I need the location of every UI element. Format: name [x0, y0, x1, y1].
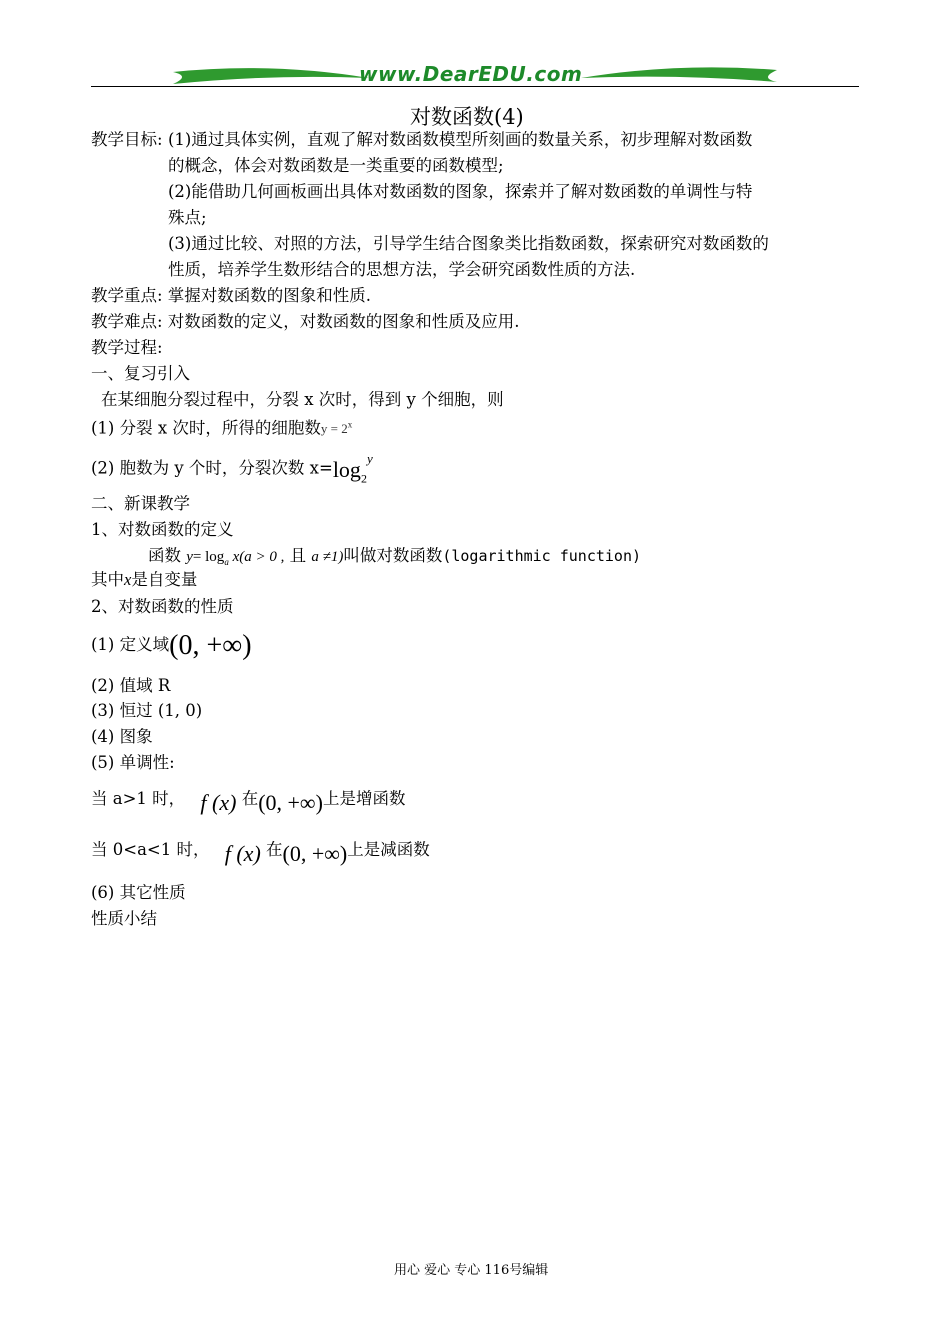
variable-line — [91, 568, 197, 592]
formula-exponent: x — [347, 420, 353, 430]
mono-2-f: f (x) — [224, 841, 261, 866]
section-1-heading: 一、复习引入 — [91, 364, 190, 383]
logo-text: www.DearEDU.com — [359, 62, 583, 86]
property-summary: 性质小结 — [91, 909, 157, 928]
def-x: x — [232, 549, 240, 565]
monotonic-decreasing — [91, 836, 430, 866]
monotonic-increasing — [91, 785, 406, 815]
def-and: 且 — [289, 546, 307, 565]
property-3: (3) 恒过 (1, 0) — [91, 701, 203, 720]
var-x: x — [124, 570, 132, 589]
def-base: a — [224, 557, 229, 567]
header-rule — [91, 86, 859, 87]
section-1-item-2 — [91, 449, 373, 487]
formula-y-eq-2x — [321, 421, 352, 436]
def-formula — [186, 549, 284, 565]
def-prefix: 函数 — [148, 546, 181, 565]
mono-1-f: f (x) — [200, 790, 237, 815]
section-2-heading: 二、新课教学 — [91, 494, 190, 513]
def-english: (logarithmic function) — [442, 547, 642, 565]
goal-3-line-2: 性质，培养学生数形结合的思想方法，学会研究函数性质的方法. — [168, 260, 636, 279]
goal-1-line-1: (1)通过具体实例，直观了解对数函数模型所刻画的数量关系，初步理解对数函数 — [168, 130, 753, 149]
definition-line — [148, 544, 641, 574]
item-2-text: (2) 胞数为 y 个时，分裂次数 x= — [91, 458, 333, 478]
difficulty: 教学难点: 对数函数的定义，对数函数的图象和性质及应用. — [91, 312, 520, 331]
mono-2-suffix: 上是减函数 — [347, 840, 430, 859]
page-title: 对数函数(4) — [410, 105, 524, 129]
property-1-label: (1) 定义域 — [91, 635, 170, 654]
domain-interval: (0, +∞) — [169, 630, 252, 661]
log-argument: y — [366, 451, 373, 466]
def-suffix: 叫做对数函数 — [343, 546, 443, 565]
var-suffix: 是自变量 — [131, 570, 198, 589]
def-cond-2: a ≠1) — [311, 549, 344, 565]
goal-2-line-1: (2)能借助几何画板画出具体对数函数的图象，探索并了解对数函数的单调性与特 — [168, 182, 753, 201]
footer-text: 用心 爱心 专心 116号编辑 — [394, 1263, 549, 1278]
swoosh-right-icon — [579, 64, 779, 88]
section-2-sub-2: 2、对数函数的性质 — [91, 597, 234, 616]
log-subscript: 2 — [360, 471, 367, 486]
property-5: (5) 单调性: — [91, 753, 175, 772]
item-1-text: (1) 分裂 x 次时，所得的细胞数 — [91, 418, 321, 438]
property-4: (4) 图象 — [91, 727, 153, 746]
mono-1-suffix: 上是增函数 — [322, 789, 406, 808]
goal-1-line-2: 的概念，体会对数函数是一类重要的函数模型; — [168, 156, 504, 175]
property-1 — [91, 630, 252, 661]
property-2: (2) 值域 R — [91, 676, 171, 695]
mono-1-interval: (0, +∞) — [258, 790, 323, 815]
mono-2-prefix: 当 0<a<1 时， — [91, 840, 210, 859]
log-text: log — [332, 457, 361, 483]
def-eq-log: = log — [192, 549, 225, 565]
swoosh-left-icon — [171, 64, 371, 88]
goal-3-line-1: (3)通过比较、对照的方法，引导学生结合图象类比指数函数，探索研究对数函数的 — [168, 234, 769, 253]
mono-1-in: 在 — [241, 789, 259, 808]
goal-2-line-2: 殊点; — [168, 208, 207, 227]
def-cond-1: (a > 0 , — [239, 549, 285, 565]
def-y: y — [186, 549, 193, 565]
process-label: 教学过程: — [91, 338, 163, 357]
goals-label: 教学目标: — [91, 130, 163, 149]
mono-2-interval: (0, +∞) — [282, 841, 348, 866]
section-2-sub-1: 1、对数函数的定义 — [91, 520, 234, 539]
property-6: (6) 其它性质 — [91, 883, 186, 902]
section-1-intro: 在某细胞分裂过程中，分裂 x 次时，得到 y 个细胞，则 — [101, 390, 504, 409]
mono-2-in: 在 — [266, 840, 283, 859]
formula-log2-y — [332, 451, 373, 486]
key-point: 教学重点: 掌握对数函数的图象和性质. — [91, 286, 372, 305]
section-1-item-1 — [91, 413, 352, 441]
var-prefix: 其中 — [91, 570, 124, 589]
mono-1-prefix: 当 a>1 时， — [91, 789, 186, 808]
formula-base: y = 2 — [320, 421, 348, 437]
